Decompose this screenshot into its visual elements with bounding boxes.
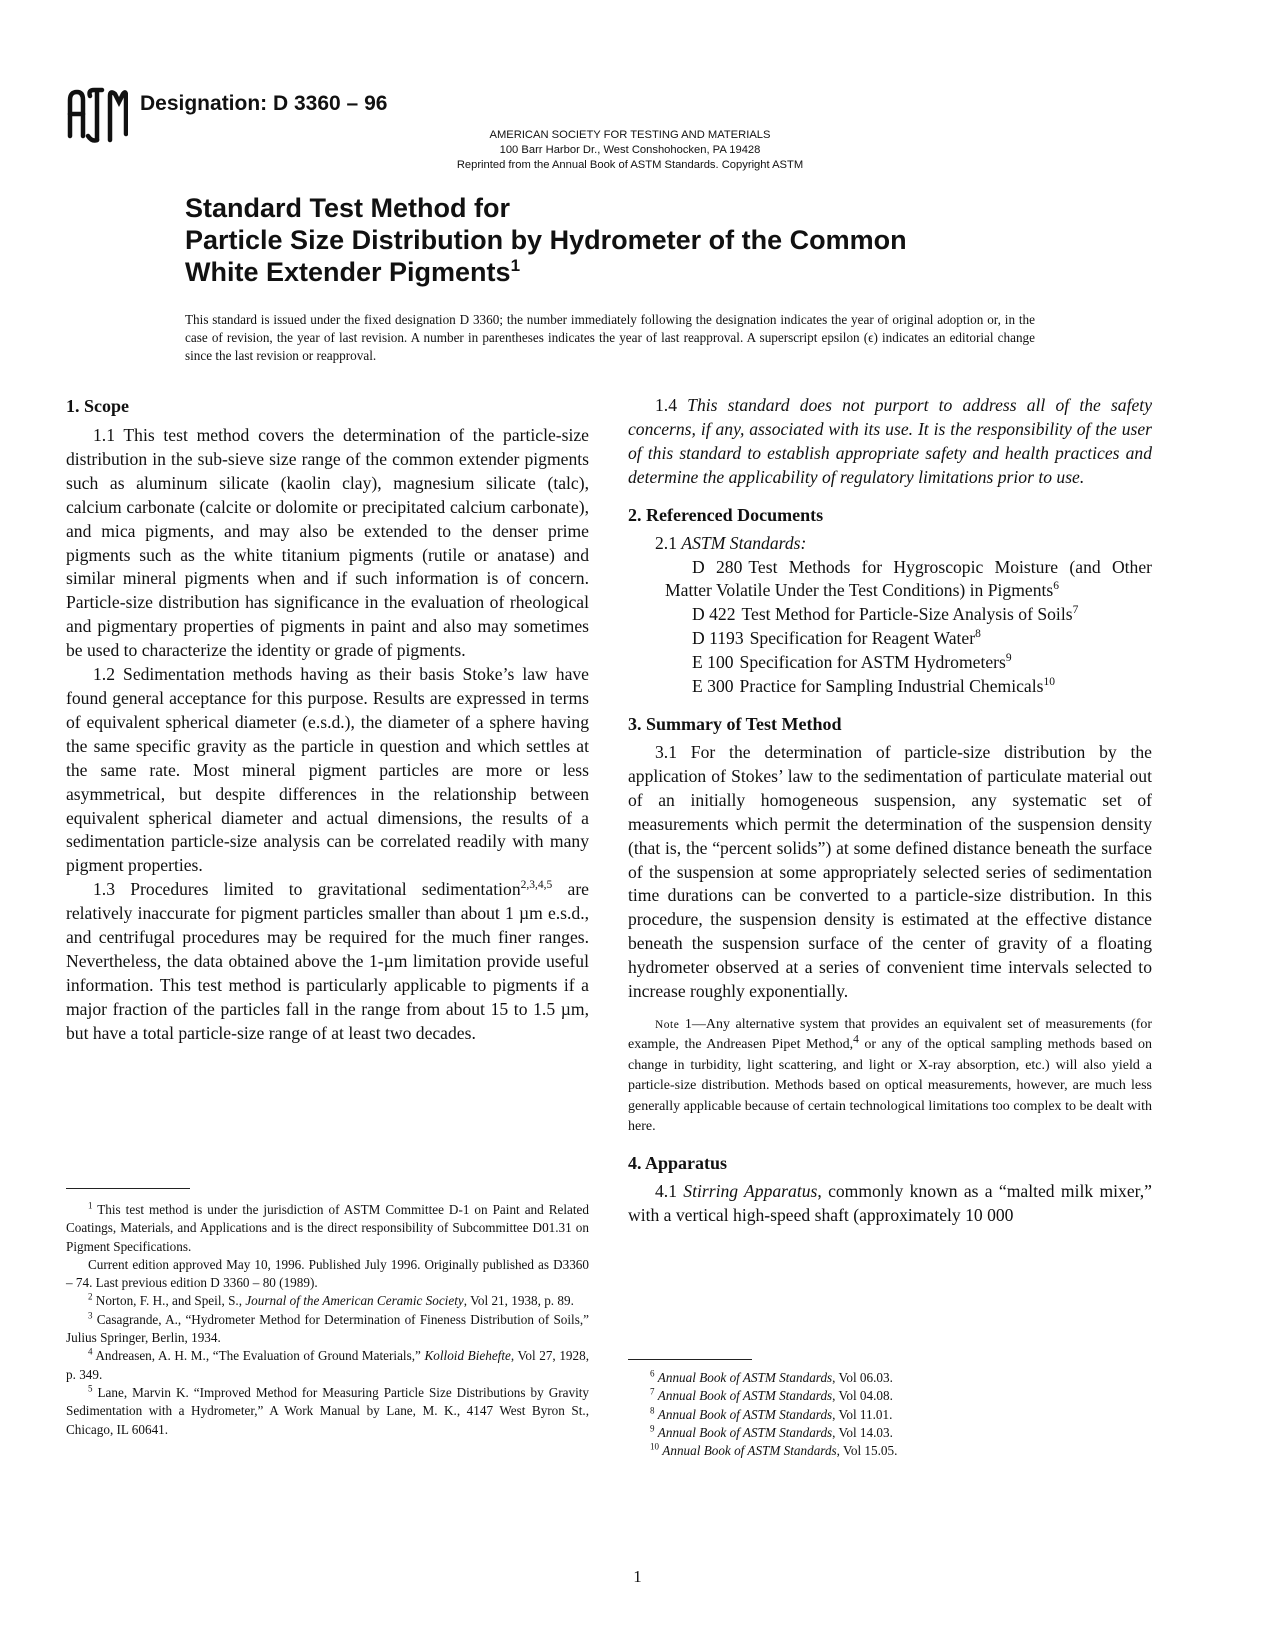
footnote-ref[interactable]: 2,3,4,5 [520, 879, 553, 892]
page-number: 1 [633, 1567, 642, 1586]
issued-statement: This standard is issued under the fixed designation D 3360; the number immediately following the designation indicates the year of original adoption or, in the case of revision, the year of last revision. A number in parentheses indicates the year of last reapproval. A superscript epsilon (ϵ) indicates an editorial change since the last revision or reapproval. [185, 312, 1035, 363]
society-info [390, 128, 870, 173]
paragraph-1-4: 1.4 This standard does not purport to address all of the safety concerns, if any, associated with its use. It is the responsibility of the user of this standard to establish appropriate safety and health practices and determine the applicability of regulatory limitations prior to use. [628, 395, 1153, 487]
section-heading-apparatus: 4. Apparatus [628, 1152, 728, 1173]
society-name: AMERICAN SOCIETY FOR TESTING AND MATERIALS [489, 129, 771, 141]
footnotes-left [66, 1201, 589, 1439]
reference-item[interactable]: D 422 Test Method for Particle-Size Analysis of Soils$^7$ [692, 604, 1079, 625]
paragraph-1-2: 1.2 Sedimentation methods having as their basis Stoke’s law have found general acceptance for this purpose. Results are expressed in terms of equivalent spherical diameter (e.s.d.), the diameter of a sphere having the same specific gravity as the particle in question and which settles at the same rate. Most mineral pigment particles are more or less asymmetrical, but despite differences in the relationship between equivalent spherical diameter and actual dimensions, the results of a sedimentation particle-size analysis can be correlated readily with many pigment properties. [66, 664, 589, 876]
footnote-10: $^{10}$ Annual Book of ASTM Standards, Vol 15.05. [650, 1441, 898, 1459]
footnote-6: $^6$ Annual Book of ASTM Standards, Vol 06.03. [650, 1368, 893, 1385]
section-heading-summary: 3. Summary of Test Method [628, 713, 842, 734]
footnote-divider-left [66, 1188, 190, 1189]
left-column [66, 394, 589, 1046]
referenced-documents-list [628, 556, 1152, 699]
note-1: Note 1—Any alternative system that provides an equivalent set of measurements (for example, the Andreasen Pipet Method,$^4$ or any of the optical sampling methods based on change in turbidity, light scattering, and light or X-ray absorption, etc.) will also yield a particle-size distribution. Methods based on optical measurements, however, are much less generally applicable because of certain technological limitations too complex to be dealt with here. [628, 1016, 1152, 1135]
footnote-divider-right [628, 1359, 752, 1360]
right-column [628, 394, 1152, 1228]
footnote-5: $^5$ Lane, Marvin K. “Improved Method for Measuring Particle Size Distributions by Gravity Sedimentation with a Hydrometer,” A Work Manual by Lane, M. K., 4147 West Byron St., Chicago, IL 60641. [66, 1383, 589, 1437]
footnote-7: $^7$ Annual Book of ASTM Standards, Vol 04.08. [650, 1386, 893, 1404]
paragraph-1-3: 1.3 Procedures limited to gravitational sedimentation$^{2,3,4,5}$ are relatively inaccurate for pigment particles smaller than about 1 µm e.s.d., and centrifugal procedures may be required for the much finer ranges. Nevertheless, the data obtained above the 1-µm limitation provide useful information. This test method is particularly applicable to pigments if a major fraction of the particles fall in the range from about 15 to 1.5 µm, but have a total particle-size range of at least two decades. [66, 879, 589, 1043]
reference-item[interactable]: D 280 Test Methods for Hygroscopic Moisture (and Other Matter Volatile Under the Test Conditions) in Pigments$^6$ [665, 556, 1153, 601]
reference-item[interactable]: D 1193 Specification for Reagent Water$^8$ [692, 628, 981, 649]
reference-item[interactable]: E 300 Practice for Sampling Industrial Chemicals$^{10}$ [692, 676, 1055, 697]
paragraph-4-1: 4.1 Stirring Apparatus, commonly known as a “malted milk mixer,” with a vertical high-speed shaft (approximately 10 000 [628, 1180, 1152, 1225]
reference-item[interactable]: E 100 Specification for ASTM Hydrometers$^9$ [692, 652, 1012, 673]
paragraph-1-1: 1.1 This test method covers the determination of the particle-size distribution in the sub-sieve size range of the common extender pigments such as aluminum silicate (kaolin clay), magnesium silicate (talc), calcium carbonate (calcite or dolomite or precipitated calcium carbonate), and mica pigments, and may also be extended to the denser prime pigments such as the white titanium pigments (rutile or anatase) and similar mineral pigments when and if such information is of concern. Particle-size distribution has significance in the evaluation of rheological and pigmentary properties of pigments in paint and also may sometimes be used to characterize the identity or grade of pigments. [66, 425, 589, 661]
footnote-edition: Current edition approved May 10, 1996. Published July 1996. Originally published as D3360 – 74. Last previous edition D 3360 – 80 (1989). [66, 1256, 589, 1291]
footnote-3: $^3$ Casagrande, A., “Hydrometer Method for Determination of Fineness Distribution of Soils,” Julius Springer, Berlin, 1934. [66, 1310, 589, 1346]
title-footnote-ref[interactable]: 1 [510, 256, 521, 275]
title-line-3: White Extender Pigments$^1$ [185, 256, 521, 287]
society-address: 100 Barr Harbor Dr., West Conshohocken, PA 19428 [499, 144, 761, 156]
footnote-2: $^2$ Norton, F. H., and Speil, S., Journal of the American Ceramic Society, Vol 21, 1938, p. 89. [88, 1292, 574, 1309]
footnote-4: $^4$ Andreasen, A. H. M., “The Evaluation of Ground Materials,” Kolloid Biehefte, Vol 27, 1928, p. 349. [66, 1346, 589, 1382]
footnote-1: $^1$ This test method is under the jurisdiction of ASTM Committee D-1 on Paint and Related Coatings, Materials, and Applications and is the direct responsibility of Subcommittee D01.31 on Pigment Specifications. [66, 1200, 589, 1254]
designation: Designation: D 3360 – 96 [140, 92, 388, 115]
section-heading-scope: 1. Scope [66, 396, 129, 416]
section-heading-referenced-documents: 2. Referenced Documents [628, 504, 824, 525]
title-line-1: Standard Test Method for [185, 193, 511, 223]
footnote-ref[interactable]: 4 [853, 1033, 859, 1046]
title-line-2: Particle Size Distribution by Hydrometer of the Common [185, 225, 907, 255]
footnote-8: $^8$ Annual Book of ASTM Standards, Vol 11.01. [650, 1405, 893, 1422]
footnotes-right [628, 1369, 1152, 1460]
astm-logo [66, 86, 128, 144]
reprint-notice: Reprinted from the Annual Book of ASTM Standards. Copyright ASTM [456, 159, 804, 171]
document-title [185, 192, 907, 288]
footnote-9: $^9$ Annual Book of ASTM Standards, Vol 14.03. [650, 1423, 893, 1440]
paragraph-3-1: 3.1 For the determination of particle-size distribution by the application of Stokes’ law to the sedimentation of particulate material out of an initially homogeneous suspension, any systematic set of measurements which permit the determination of the suspension density (that is, the “percent solids”) at some defined distance beneath the surface of the suspension at some appropriately selected series of sedimentation time durations can be converted to a particle-size distribution. In this procedure, the suspension density is estimated at the effective distance beneath the suspension surface of the center of gravity of a floating hydrometer observed at a series of convenient time intervals selected to increase roughly exponentially. [628, 741, 1152, 1002]
subsection-2-1: 2.1 ASTM Standards: [655, 532, 807, 553]
